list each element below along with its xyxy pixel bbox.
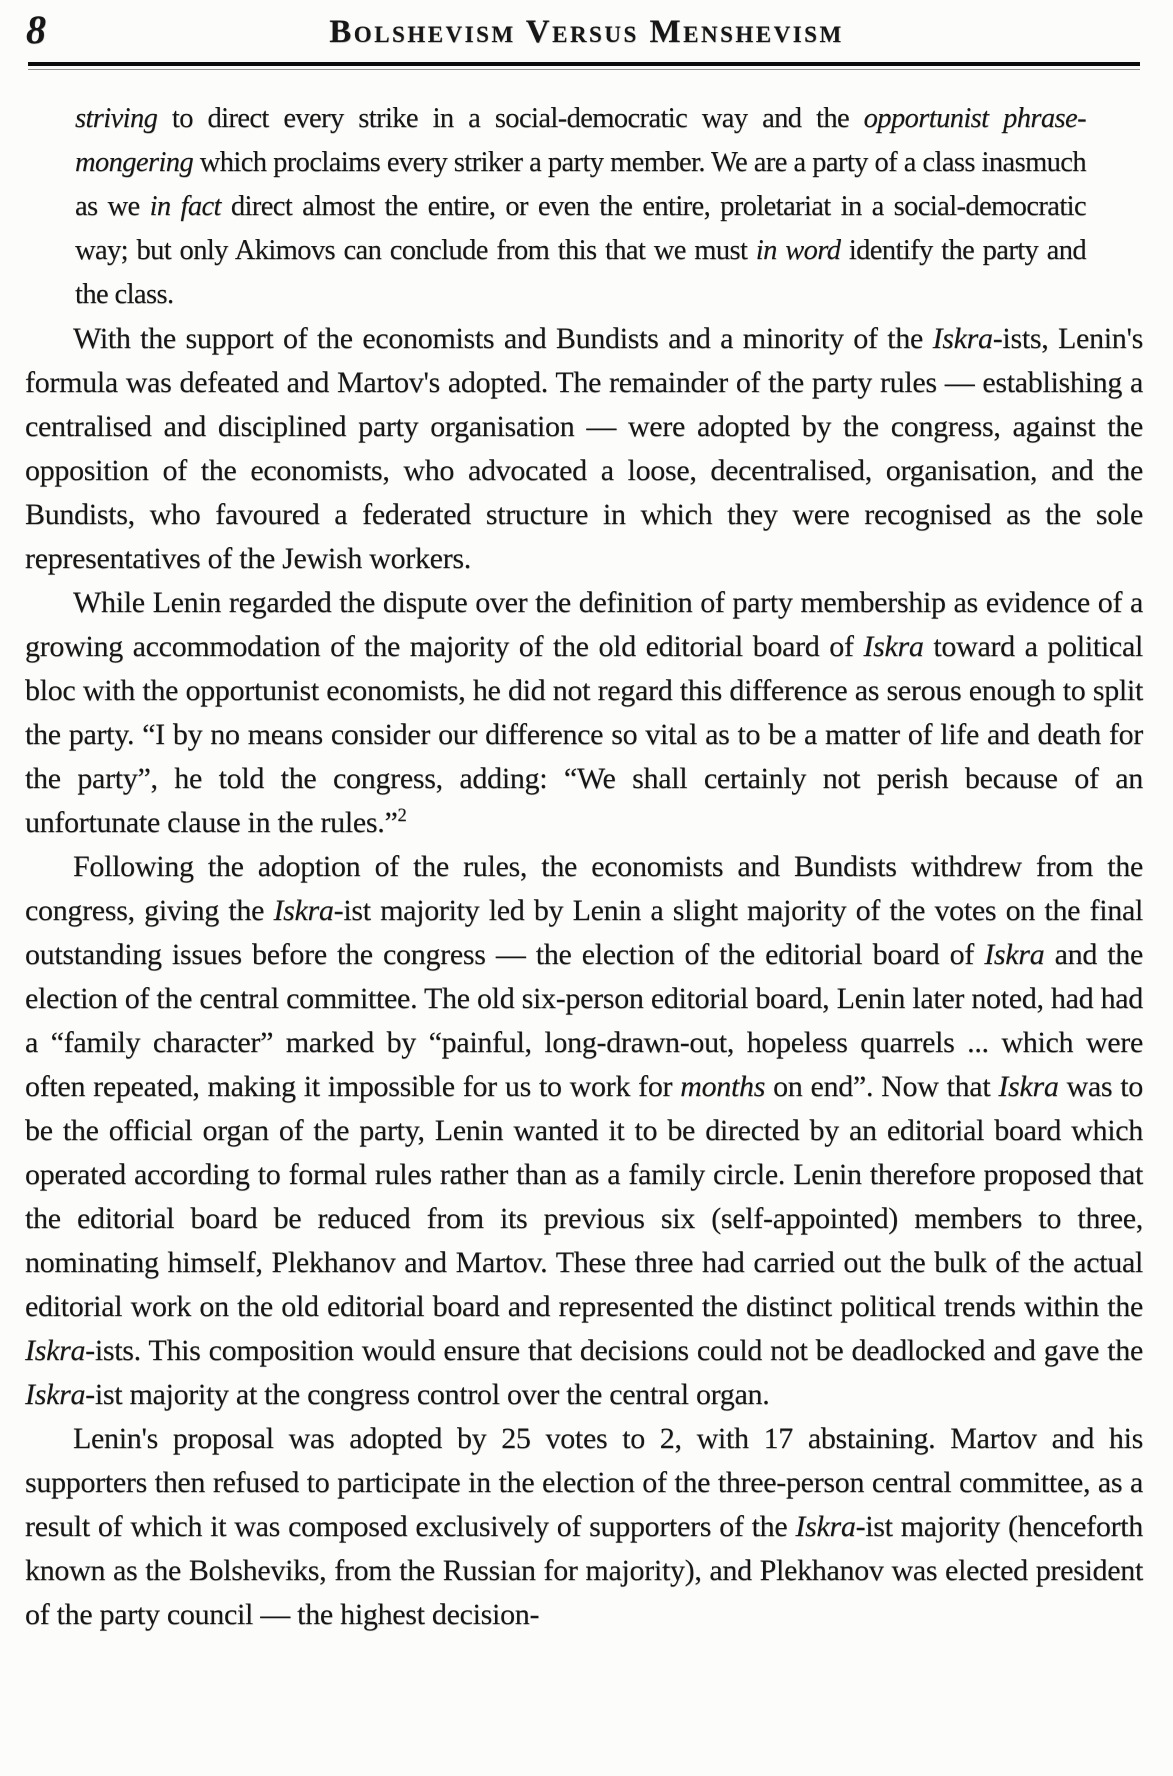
page-header xyxy=(0,0,1173,62)
running-header: Bolshevism Versus Menshevism xyxy=(329,14,844,50)
header-rule xyxy=(28,62,1140,70)
paragraph-2: While Lenin regarded the dispute over the definition of party membership as evidence of a growing accommodation of the majority of the old editorial board of Iskra toward a political bloc with the opportunist economists, he did not regard this difference as serous enough to split the party. “I by no means consider our difference so vital as to be a matter of life and death for the party”, he told the congress, adding: “We shall certainly not perish because of an unfortunate clause in the rules.”$^2$ xyxy=(25,586,1143,839)
page-body xyxy=(25,97,1143,1637)
page-number: 8 xyxy=(26,7,46,52)
paragraph-4: Lenin's proposal was adopted by 25 votes to 2, with 17 abstaining. Martov and his supporters then refused to participate in the election of the three-person central committee, as a result of which it was composed exclusively of supporters of the Iskra-ist majority (henceforth known as the Bolsheviks, from the Russian for majority), and Plekhanov was elected president of the party council — the highest decision- xyxy=(25,1422,1143,1631)
paragraph-1: With the support of the economists and Bundists and a minority of the Iskra-ists, Lenin's formula was defeated and Martov's adopted. The remainder of the party rules — establishing a centralised and disciplined party organisation — were adopted by the congress, against the opposition of the economists, who advocated a loose, decentralised, organisation, and the Bundists, who favoured a federated structure in which they were recognised as the sole representatives of the Jewish workers. xyxy=(25,322,1143,575)
block-quote: striving to direct every strike in a social-democratic way and the opportunist phrase-mongering which proclaims every striker a party member. We are a party of a class inasmuch as we in fact direct almost the entire, or even the entire, proletariat in a social-democratic way; but only Akimovs can conclude from this that we must in word identify the party and the class. xyxy=(75,103,1087,310)
paragraph-3: Following the adoption of the rules, the economists and Bundists withdrew from the congress, giving the Iskra-ist majority led by Lenin a slight majority of the votes on the final outstanding issues before the congress — the election of the editorial board of Iskra and the election of the central committee. The old six-person editorial board, Lenin later noted, had had a “family character” marked by “painful, long-drawn-out, hopeless quarrels ... which were often repeated, making it impossible for us to work for months on end”. Now that Iskra was to be the official organ of the party, Lenin wanted it to be directed by an editorial board which operated according to formal rules rather than as a family circle. Lenin therefore proposed that the editorial board be reduced from its previous six (self-appointed) members to three, nominating himself, Plekhanov and Martov. These three had carried out the bulk of the actual editorial work on the old editorial board and represented the distinct political trends within the Iskra-ists. This composition would ensure that decisions could not be deadlocked and gave the Iskra-ist majority at the congress control over the central organ. xyxy=(25,850,1144,1411)
